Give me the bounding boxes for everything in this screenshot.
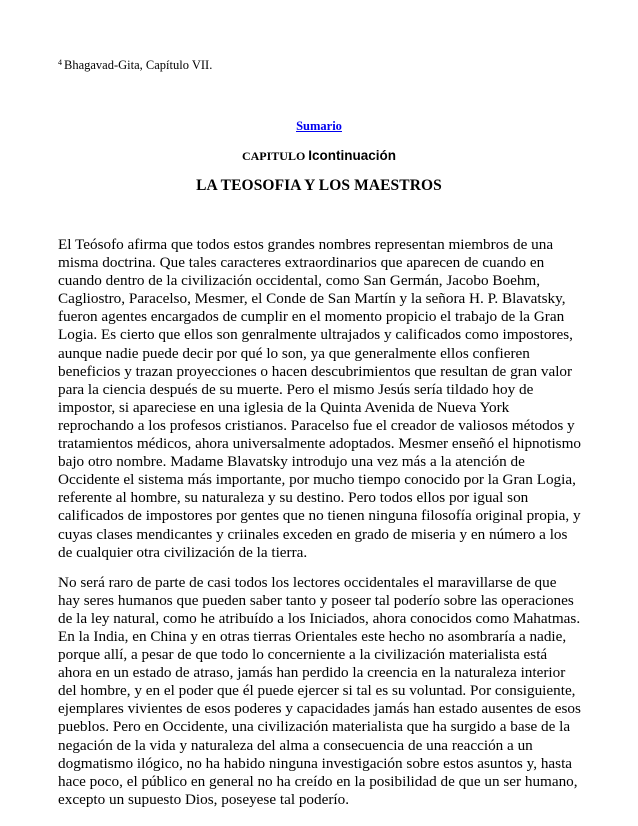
- summary-link[interactable]: Sumario: [296, 119, 342, 133]
- page-title: LA TEOSOFIA Y LOS MAESTROS: [196, 177, 442, 194]
- footnote-text: Bhagavad-Gita, Capítulo VII.: [64, 58, 213, 72]
- footnote: [58, 57, 212, 73]
- body-text: [58, 236, 582, 821]
- chapter-continuation: Icontinuación: [308, 148, 397, 163]
- footnote-number: 4: [58, 58, 62, 67]
- paragraph: El Teósofo afirma que todos estos grandes nombres representan miembros de una misma doctrina. Que tales caracteres extraordinarios que aparecen de cuando en cuando dentro de la civilización occidental, como San Germán, Jacobo Boehm, Cagliostro, Paracelso, Mesmer, el Conde de San Martín y la señora H. P. Blavatsky, fueron agentes encargados de cumplir en el momento propicio el trabajo de la Gran Logia. Es cierto que ellos son genralmente ultrajados y calificados como impostores, aunque nadie puede decir por qué lo son, ya que generalmente ellos confieren beneficios y trazan proyecciones o hacen descubrimientos que resultan de gran valor para la ciencia después de su muerte. Pero el mismo Jesús sería tildado hoy de impostor, si apareciese en una iglesia de la Quinta Avenida de Nueva York reprochando a los profesos cristianos. Paracelso fue el creador de valiosos métodos y tratamientos médicos, ahora universalmente adoptados. Mesmer enseñó el hipnotismo bajo otro nombre. Madame Blavatsky introdujo una vez más a la atención de Occidente el sistema más importante, por mucho tiempo conocido por la Gran Logia, referente al hombre, su naturaleza y su destino. Pero todos ellos por igual son calificados de impostores por gentes que no tienen ninguna filosofía original propia, y cuyas clases mendicantes y criinales exceden en grado de miseria y en número a los de cualquier otra civilización de la tierra.: [58, 236, 581, 561]
- chapter-label: CAPITULO: [241, 149, 306, 163]
- chapter-heading: [0, 148, 638, 164]
- paragraph: No será raro de parte de casi todos los lectores occidentales el maravillarse de que hay seres humanos que pueden saber tanto y poseer tal poderío sobre las operaciones de la ley natural, como he atribuído a los Iniciados, ahora conocidos como Mahatmas. En la India, en China y en otras tierras Orientales este hecho no asombraría a nadie, porque allí, a pesar de que todo lo concerniente a la civilización materialista está ahora en un estado de atraso, jamás han perdido la creencia en la naturaleza interior del hombre, y en el poder que él puede ejercer si tal es su voluntad. Por consiguiente, ejemplares vivientes de esos poderes y capacidades jamás han estado ausentes de esos pueblos. Pero en Occidente, una civilización materialista que ha surgido a base de la negación de la vida y naturaleza del alma a consecuencia de una reacción a un dogmatismo ilógico, no ha habido ninguna investigación sobre estos asuntos y, hasta hace poco, el público en general no ha creído en la posibilidad de que un ser humano, excepto un supuesto Dios, poseyese tal poderío.: [58, 573, 581, 808]
- summary-link-container: [0, 119, 638, 134]
